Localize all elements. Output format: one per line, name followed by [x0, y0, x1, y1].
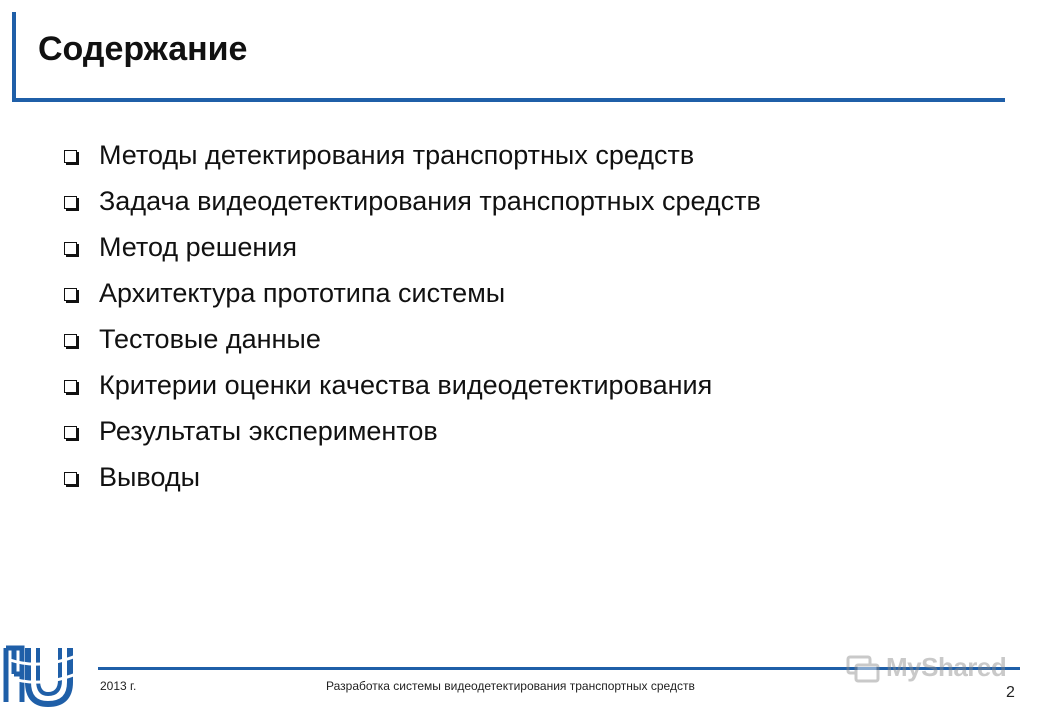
square-bullet-icon	[64, 242, 77, 255]
watermark-logo-icon	[846, 653, 880, 683]
agenda-item-label: Результаты экспериментов	[99, 415, 438, 446]
square-bullet-icon	[64, 150, 77, 163]
agenda-item	[64, 362, 761, 408]
title-accent-bar-horizontal	[12, 98, 1005, 102]
agenda-item-label: Критерии оценки качества видеодетектирования	[99, 369, 713, 400]
square-bullet-icon	[64, 472, 77, 485]
square-bullet-icon	[64, 380, 77, 393]
agenda-item	[64, 132, 761, 178]
agenda-item-label: Выводы	[99, 461, 201, 492]
slide-title: Содержание	[38, 30, 248, 68]
agenda-item	[64, 224, 761, 270]
agenda-item-label: Метод решения	[99, 231, 297, 262]
agenda-item-label: Задача видеодетектирования транспортных средств	[99, 185, 761, 216]
square-bullet-icon	[64, 288, 77, 301]
agenda-item-label: Методы детектирования транспортных средств	[99, 139, 695, 170]
watermark-text: MyShared	[886, 652, 1007, 682]
square-bullet-icon	[64, 426, 77, 439]
agenda-item-label: Архитектура прототипа системы	[99, 277, 506, 308]
agenda-item	[64, 408, 761, 454]
agenda-item	[64, 454, 761, 500]
agenda-item	[64, 270, 761, 316]
square-bullet-icon	[64, 334, 77, 347]
footer-presentation-title: Разработка системы видеодетектирования транспортных средств	[326, 679, 695, 693]
agenda-item	[64, 316, 761, 362]
university-logo-icon	[0, 640, 80, 712]
page-number: 2	[1006, 684, 1015, 701]
title-accent-bar-vertical	[12, 12, 16, 102]
watermark	[846, 652, 1006, 683]
footer-year: 2013 г.	[100, 679, 137, 693]
square-bullet-icon	[64, 196, 77, 209]
agenda-list	[64, 132, 761, 500]
agenda-item	[64, 178, 761, 224]
agenda-item-label: Тестовые данные	[99, 323, 321, 354]
